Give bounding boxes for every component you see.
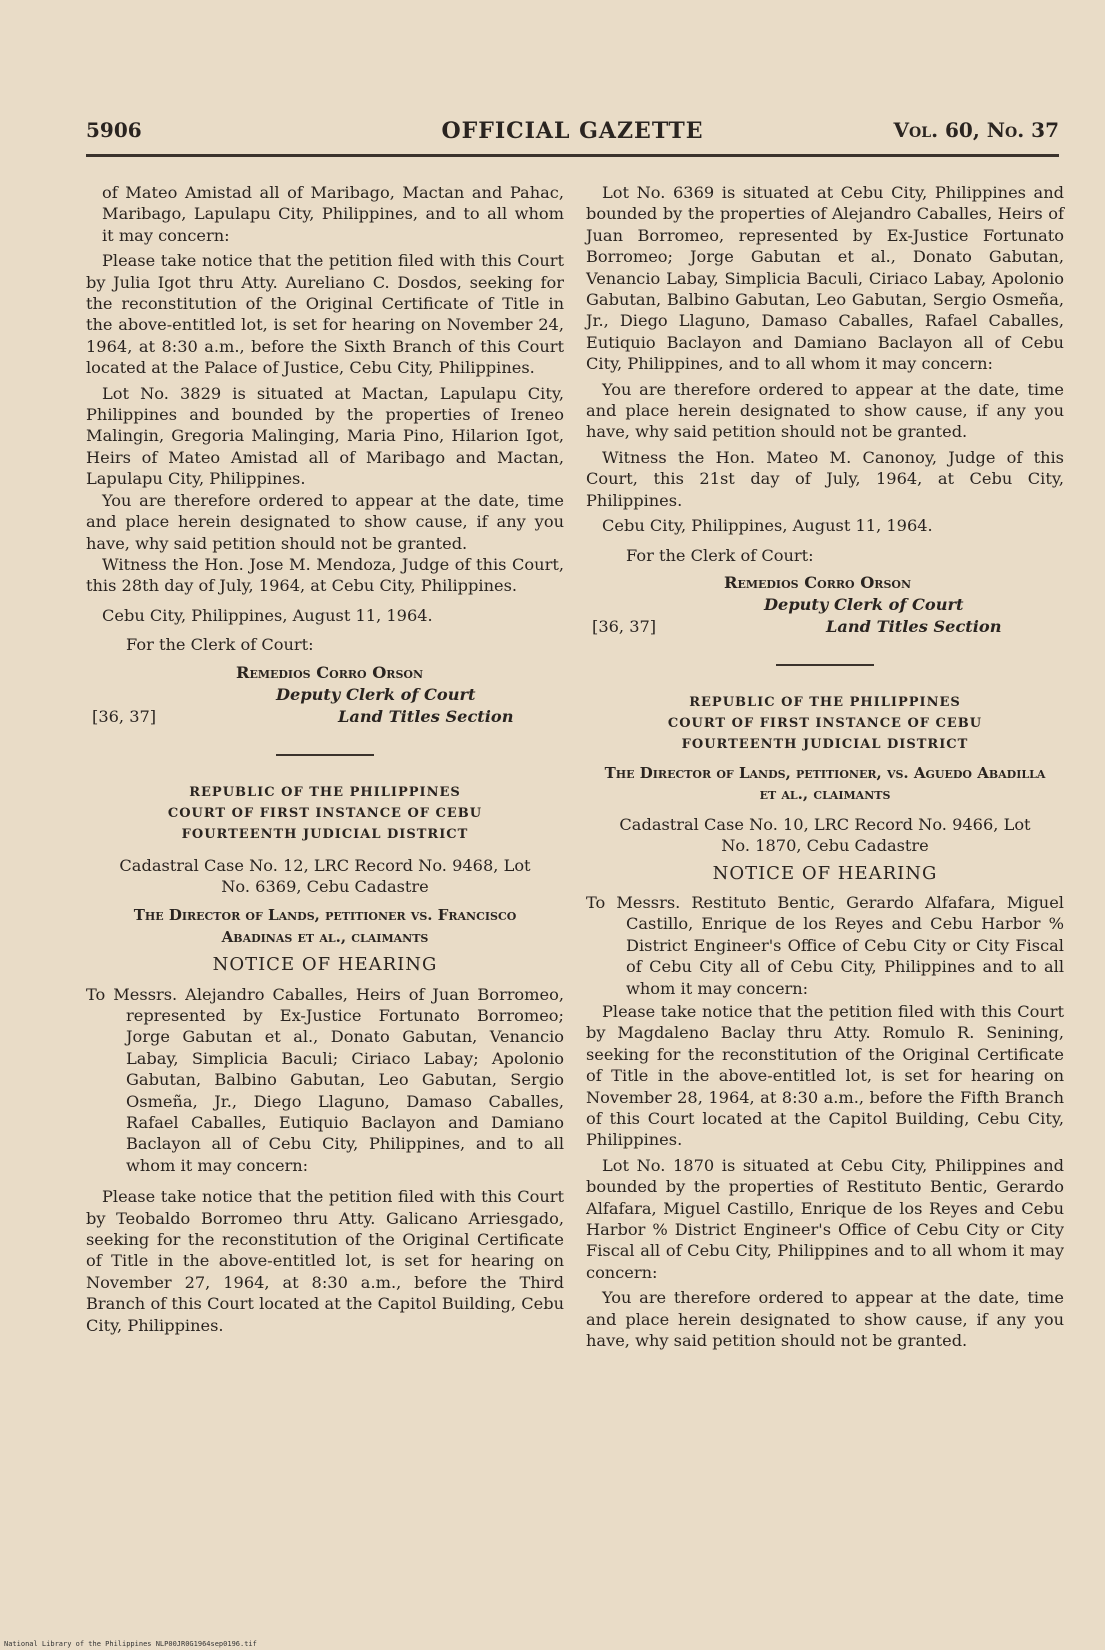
case-parties: The Director of Lands, petitioner vs. Francisco Abadinas et al., claimants bbox=[133, 906, 517, 946]
signatory-title: Deputy Clerk of Court bbox=[764, 594, 964, 614]
addressees: To Messrs. Restituto Bentic, Gerardo Alfafara, Miguel Castillo, Enrique de los Reyes and Cebu Harbor % District Engineer's Office of Cebu City or City Fiscal of Cebu City all of Cebu City, Philippines and to all whom it may concern: bbox=[586, 892, 1064, 998]
heading-court: COURT OF FIRST INSTANCE OF CEBU bbox=[667, 715, 983, 731]
signatory-name: Remedios Corro Orson bbox=[236, 662, 424, 682]
signature-block bbox=[86, 662, 564, 732]
paragraph: You are therefore ordered to appear at the date, time and place herein designated to show cause, if any you have, why said petition should not be granted. bbox=[586, 379, 1064, 442]
heading-district: FOURTEENTH JUDICIAL DISTRICT bbox=[181, 826, 469, 842]
reference-number: [36, 37] bbox=[592, 616, 657, 636]
paragraph: Witness the Hon. Mateo M. Canonoy, Judge of this Court, this 21st day of July, 1964, at Cebu City, Philippines. bbox=[586, 447, 1064, 510]
page-number: 5906 bbox=[86, 118, 142, 142]
paragraph: You are therefore ordered to appear at the date, time and place herein designated to show cause, if any you have, why said petition should not be granted. bbox=[86, 490, 564, 553]
page-header bbox=[86, 118, 1059, 154]
reference-number: [36, 37] bbox=[92, 706, 157, 726]
section-divider bbox=[776, 664, 874, 666]
heading-republic: REPUBLIC OF THE PHILIPPINES bbox=[689, 694, 961, 710]
case-caption: Cadastral Case No. 12, LRC Record No. 9468, Lot No. 6369, Cebu Cadastre bbox=[119, 855, 531, 896]
scan-footer: National Library of the Philippines NLP00JR0G1964sep0196.tif bbox=[4, 1640, 257, 1648]
paragraph: You are therefore ordered to appear at the date, time and place herein designated to show cause, if any you have, why said petition should not be granted. bbox=[586, 1288, 1064, 1351]
heading-republic: REPUBLIC OF THE PHILIPPINES bbox=[189, 784, 461, 800]
case-caption: Cadastral Case No. 10, LRC Record No. 9466, Lot No. 1870, Cebu Cadastre bbox=[619, 814, 1031, 856]
right-column bbox=[586, 182, 1064, 1355]
signatory-name: Remedios Corro Orson bbox=[724, 572, 912, 592]
paragraph: Witness the Hon. Jose M. Mendoza, Judge of this Court, this 28th day of July, 1964, at Cebu City, Philippines. bbox=[86, 554, 564, 596]
case-parties: The Director of Lands, petitioner, vs. Aguedo Abadilla et al., claimants bbox=[604, 763, 1046, 804]
paragraph: Please take notice that the petition filed with this Court by Julia Igot thru Atty. Aureliano C. Dosdos, seeking for the reconstitution of the Original Certificate of Title in the above-entitled lot, is set for hearing on November 24, 1964, at 8:30 a.m., before the Sixth Branch of this Court located at the Palace of Justice, Cebu City, Philippines. bbox=[86, 251, 564, 378]
paragraph: Lot No. 6369 is situated at Cebu City, Philippines and bounded by the properties of Alejandro Caballes, Heirs of Juan Borromeo, represented by Ex-Justice Fortunato Borromeo; Jorge Gabutan et al., Donato Gabutan, Venancio Labay, Simplicia Baculi, Ciriaco Labay, Apolonio Gabutan, Balbino Gabutan, Leo Gabutan, Sergio Osmeña, Jr., Diego Llaguno, Damaso Caballes, Rafael Caballes, Eutiquio Baclayon and Damiano Baclayon all of Cebu City, Philippines, and to all whom it may concern: bbox=[586, 183, 1064, 374]
paragraph: Please take notice that the petition filed with this Court by Magdaleno Baclay thru Atty. Romulo R. Senining, seeking for the reconstitution of the Original Certificate of Title in the above-entitled lot, is set for hearing on November 28, 1964, at 8:30 a.m., before the Fifth Branch of this Court located at the Capitol Building, Cebu City, Philippines. bbox=[586, 1001, 1064, 1150]
header-rule bbox=[86, 154, 1059, 157]
signatory-title: Deputy Clerk of Court bbox=[276, 684, 476, 704]
for-clerk: For the Clerk of Court: bbox=[126, 635, 314, 655]
signatory-section: Land Titles Section bbox=[338, 706, 514, 726]
for-clerk: For the Clerk of Court: bbox=[626, 545, 814, 565]
heading-district: FOURTEENTH JUDICIAL DISTRICT bbox=[681, 736, 969, 752]
volume-number: Vol. 60, No. 37 bbox=[893, 118, 1059, 142]
heading-court: COURT OF FIRST INSTANCE OF CEBU bbox=[167, 805, 483, 821]
left-column bbox=[86, 182, 564, 1340]
addressees: To Messrs. Alejandro Caballes, Heirs of Juan Borromeo, represented by Ex-Justice Fortunato Borromeo; Jorge Gabutan et al., Donato Gabutan, Venancio Labay, Simplicia Baculi; Ciriaco Labay; Apolonio Gabutan, Balbino Gabutan, Leo Gabutan, Sergio Osmeña, Jr., Diego Llaguno, Damaso Caballes, Rafael Caballes, Eutiquio Baclayon and Damiano Baclayon all of Cebu City, Philippines, and to all whom it may concern: bbox=[86, 984, 564, 1175]
signature-block bbox=[586, 572, 1064, 642]
publication-title: OFFICIAL GAZETTE bbox=[441, 118, 704, 144]
paragraph: Lot No. 1870 is situated at Cebu City, Philippines and bounded by the properties of Restituto Bentic, Gerardo Alfafara, Miguel Castillo, Enrique de los Reyes and Cebu Harbor % District Engineer's Office of Cebu City or City Fiscal all of Cebu City, Philippines and to all whom it may concern: bbox=[586, 1155, 1064, 1282]
dateline: Cebu City, Philippines, August 11, 1964. bbox=[102, 605, 433, 625]
notice-heading: NOTICE OF HEARING bbox=[712, 862, 938, 884]
notice-heading: NOTICE OF HEARING bbox=[212, 954, 438, 976]
paragraph: Please take notice that the petition filed with this Court by Teobaldo Borromeo thru Atty. Galicano Arriesgado, seeking for the reconstitution of the Original Certificate of Title in the above-entitled lot, is set for hearing on November 27, 1964, at 8:30 a.m., before the Third Branch of this Court located at the Capitol Building, Cebu City, Philippines. bbox=[86, 1187, 564, 1335]
dateline: Cebu City, Philippines, August 11, 1964. bbox=[602, 516, 933, 536]
paragraph: Lot No. 3829 is situated at Mactan, Lapulapu City, Philippines and bounded by the properties of Ireneo Malingin, Gregoria Malinging, Maria Pino, Hilarion Igot, Heirs of Mateo Amistad all of Maribago and Mactan, Lapulapu City, Philippines. bbox=[86, 383, 564, 489]
paragraph: of Mateo Amistad all of Maribago, Mactan and Pahac, Maribago, Lapulapu City, Philippines, and to all whom it may concern: bbox=[102, 183, 564, 245]
signatory-section: Land Titles Section bbox=[826, 616, 1002, 636]
section-divider bbox=[276, 754, 374, 756]
